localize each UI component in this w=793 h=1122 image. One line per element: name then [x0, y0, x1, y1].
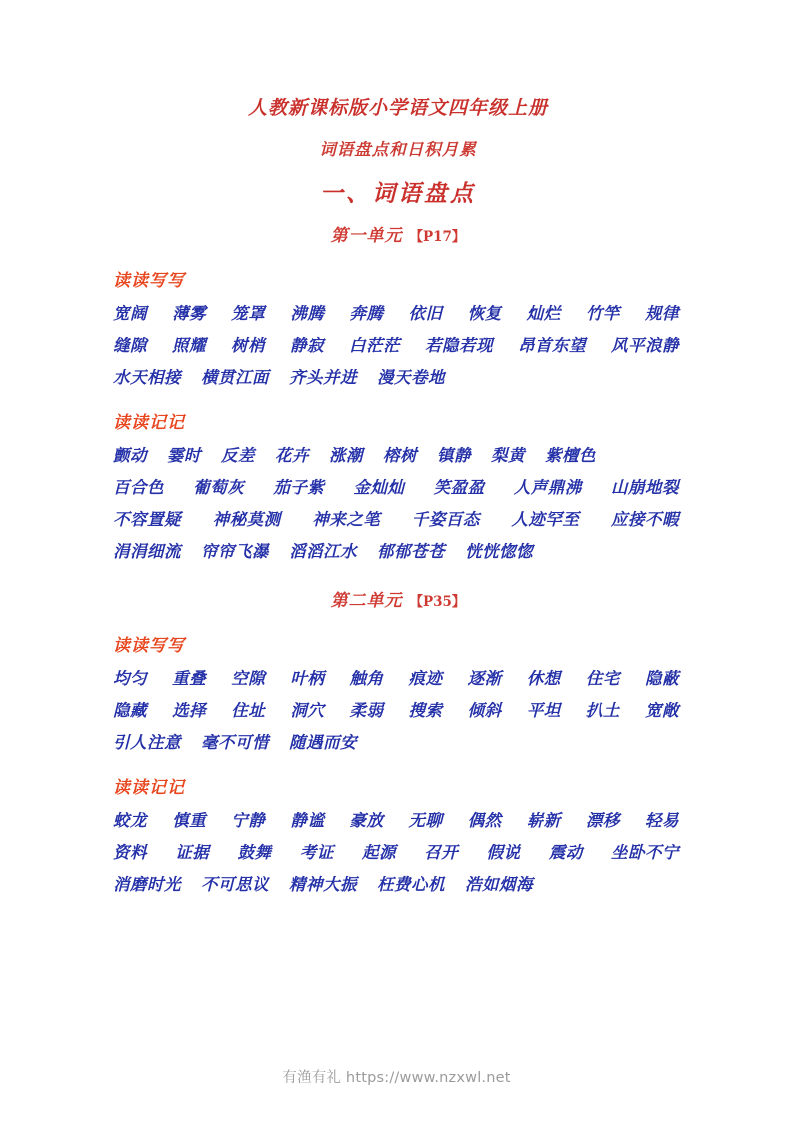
- vocabulary-word: 神秘莫测: [212, 510, 281, 529]
- vocabulary-word: 假说: [486, 843, 521, 862]
- vocabulary-word: 搜索: [408, 701, 443, 720]
- vocabulary-word: 葡萄灰: [193, 478, 245, 497]
- vocabulary-word: 缝隙: [113, 336, 147, 355]
- vocabulary-word: 扒土: [585, 701, 620, 720]
- vocabulary-word: 宁静: [231, 811, 266, 830]
- document-subtitle: 词语盘点和日积月累: [319, 140, 477, 159]
- unit-title: [113, 221, 683, 252]
- vocabulary-word: 颤动: [113, 446, 147, 465]
- vocabulary-word: 崭新: [526, 811, 561, 830]
- vocabulary-word: 薄雾: [172, 304, 207, 323]
- vocabulary-word: 倾斜: [467, 701, 502, 720]
- vocabulary-word: 召开: [424, 843, 459, 862]
- vocabulary-word: 无聊: [408, 811, 443, 830]
- vocabulary-word: 逐渐: [467, 669, 502, 688]
- word-row: [113, 330, 679, 362]
- vocabulary-word: 宽阔: [113, 304, 147, 323]
- vocabulary-word: 花卉: [275, 446, 309, 465]
- vocabulary-word: 慎重: [172, 811, 207, 830]
- vocabulary-word: 鼓舞: [237, 843, 272, 862]
- word-row: [113, 663, 679, 695]
- vocabulary-word: 山崩地裂: [610, 478, 679, 497]
- vocabulary-word: 规律: [644, 304, 679, 323]
- vocabulary-word: 触角: [349, 669, 384, 688]
- vocabulary-word: 滔滔江水: [289, 542, 357, 561]
- document-title: 人教新课标版小学语文四年级上册: [247, 97, 548, 119]
- vocabulary-word: 消磨时光: [113, 875, 181, 894]
- vocabulary-word: 横贯江面: [201, 368, 269, 387]
- vocabulary-word: 休想: [526, 669, 561, 688]
- document-content: [113, 93, 683, 901]
- vocabulary-word: 恍恍惚惚: [465, 542, 533, 561]
- vocabulary-word: 选择: [172, 701, 207, 720]
- group-heading: 读读记记: [113, 413, 185, 433]
- vocabulary-word: 偶然: [467, 811, 502, 830]
- vocabulary-word: 恢复: [467, 304, 502, 323]
- vocabulary-word: 住宅: [585, 669, 620, 688]
- vocabulary-word: 奔腾: [349, 304, 384, 323]
- vocabulary-word: 毫不可惜: [201, 733, 269, 752]
- vocabulary-word: 资料: [113, 843, 147, 862]
- word-block: [113, 440, 683, 568]
- watermark: 有渔有礼 https://www.nzxwl.net: [282, 1070, 511, 1086]
- vocabulary-word: 坐卧不宁: [611, 843, 679, 862]
- vocabulary-word: 反差: [221, 446, 255, 465]
- vocabulary-word: 涨潮: [329, 446, 363, 465]
- vocabulary-word: 隐蔽: [644, 669, 679, 688]
- vocabulary-word: 金灿灿: [353, 478, 405, 497]
- word-row: [113, 727, 683, 759]
- vocabulary-word: 不容置疑: [113, 510, 181, 529]
- word-row: [113, 536, 683, 568]
- vocabulary-word: 灿烂: [526, 304, 561, 323]
- vocabulary-word: 照耀: [172, 336, 206, 355]
- unit-page-reference: 【P17】: [409, 229, 466, 245]
- vocabulary-word: 精神大振: [289, 875, 357, 894]
- vocabulary-word: 笑盈盈: [433, 478, 485, 497]
- vocabulary-word: 隐藏: [113, 701, 147, 720]
- vocabulary-word: 漫天卷地: [377, 368, 445, 387]
- vocabulary-word: 梨黄: [491, 446, 525, 465]
- group-heading: 读读记记: [113, 778, 185, 798]
- group-heading: 读读写写: [113, 636, 185, 656]
- vocabulary-word: 证据: [175, 843, 210, 862]
- vocabulary-word: 蛟龙: [113, 811, 147, 830]
- word-row: [113, 869, 683, 901]
- unit-name: 第一单元: [330, 226, 403, 246]
- vocabulary-word: 洞穴: [290, 701, 325, 720]
- vocabulary-word: 住址: [231, 701, 266, 720]
- vocabulary-word: 随遇而安: [289, 733, 357, 752]
- vocabulary-word: 重叠: [172, 669, 207, 688]
- vocabulary-word: 榕树: [383, 446, 417, 465]
- vocabulary-word: 均匀: [113, 669, 147, 688]
- word-block: [113, 663, 683, 759]
- vocabulary-word: 不可思议: [201, 875, 269, 894]
- vocabulary-word: 轻易: [644, 811, 679, 830]
- word-row: [113, 504, 679, 536]
- vocabulary-word: 人迹罕至: [511, 510, 580, 529]
- word-row: [113, 837, 679, 869]
- vocabulary-word: 平坦: [526, 701, 561, 720]
- vocabulary-word: 柔弱: [349, 701, 384, 720]
- vocabulary-word: 镇静: [437, 446, 471, 465]
- unit-name: 第二单元: [330, 591, 403, 611]
- word-row: [113, 298, 679, 330]
- vocabulary-word: 笼罩: [231, 304, 266, 323]
- vocabulary-word: 痕迹: [408, 669, 443, 688]
- vocabulary-word: 竹竿: [585, 304, 620, 323]
- vocabulary-word: 紫檀色: [545, 446, 596, 465]
- word-row: [113, 362, 683, 394]
- vocabulary-word: 千姿百态: [411, 510, 480, 529]
- vocabulary-word: 漂移: [585, 811, 620, 830]
- vocabulary-word: 霎时: [167, 446, 201, 465]
- word-row: [113, 695, 679, 727]
- vocabulary-word: 宽敞: [644, 701, 679, 720]
- vocabulary-word: 茄子紫: [273, 478, 325, 497]
- word-row: [113, 805, 679, 837]
- vocabulary-word: 起源: [362, 843, 396, 862]
- vocabulary-word: 引人注意: [113, 733, 181, 752]
- section-title: 一、词语盘点: [320, 180, 476, 207]
- vocabulary-word: 静寂: [290, 336, 324, 355]
- word-block: [113, 805, 683, 901]
- vocabulary-word: 神来之笔: [312, 510, 381, 529]
- vocabulary-word: 枉费心机: [377, 875, 445, 894]
- vocabulary-word: 百合色: [113, 478, 164, 497]
- vocabulary-word: 豪放: [349, 811, 384, 830]
- vocabulary-word: 依旧: [408, 304, 443, 323]
- vocabulary-word: 震动: [548, 843, 583, 862]
- word-row: [113, 440, 683, 472]
- vocabulary-word: 空隙: [231, 669, 266, 688]
- word-block: [113, 298, 683, 394]
- vocabulary-word: 考证: [299, 843, 334, 862]
- unit-title: [113, 586, 683, 617]
- vocabulary-word: 应接不暇: [610, 510, 679, 529]
- vocabulary-word: 浩如烟海: [465, 875, 533, 894]
- vocabulary-word: 树梢: [231, 336, 265, 355]
- vocabulary-word: 沸腾: [290, 304, 325, 323]
- vocabulary-word: 涓涓细流: [113, 542, 181, 561]
- unit-page-reference: 【P35】: [409, 594, 466, 610]
- vocabulary-word: 齐头并进: [289, 368, 357, 387]
- vocabulary-word: 人声鼎沸: [513, 478, 582, 497]
- units-container: [113, 221, 683, 901]
- word-row: [113, 472, 679, 504]
- group-heading: 读读写写: [113, 271, 185, 291]
- vocabulary-word: 叶柄: [290, 669, 325, 688]
- vocabulary-word: 水天相接: [113, 368, 181, 387]
- vocabulary-word: 昂首东望: [518, 336, 586, 355]
- vocabulary-word: 静谧: [290, 811, 325, 830]
- vocabulary-word: 风平浪静: [611, 336, 679, 355]
- vocabulary-word: 郁郁苍苍: [377, 542, 445, 561]
- vocabulary-word: 白茫茫: [349, 336, 400, 355]
- vocabulary-word: 若隐若现: [425, 336, 493, 355]
- vocabulary-word: 帘帘飞瀑: [201, 542, 269, 561]
